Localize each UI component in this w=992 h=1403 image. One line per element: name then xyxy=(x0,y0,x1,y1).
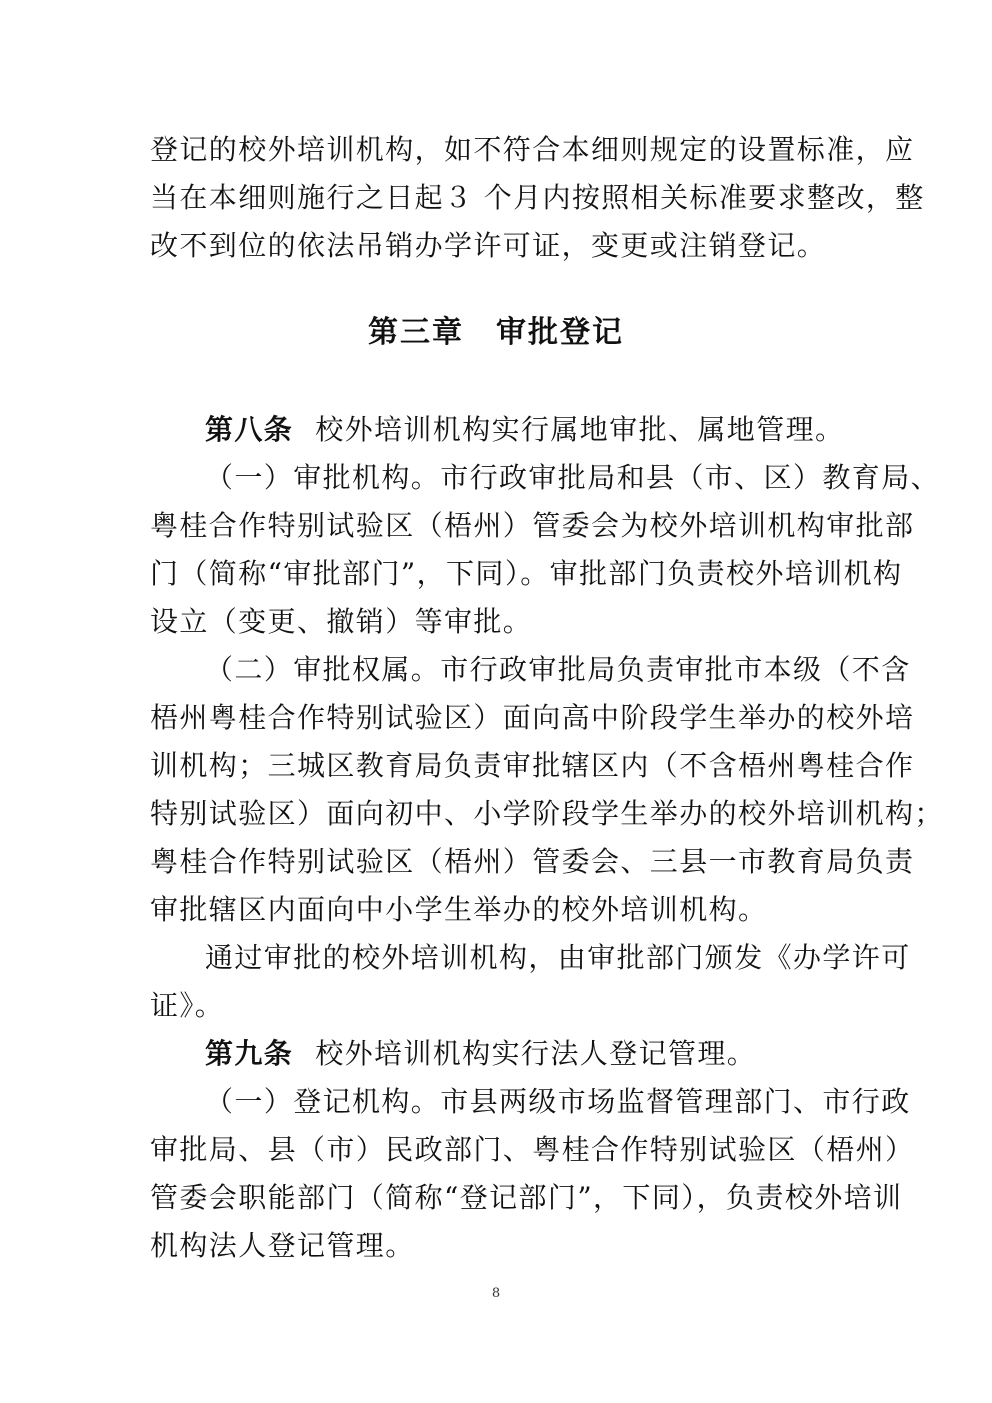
paragraph-line: 审批辖区内面向中小学生举办的校外培训机构。 xyxy=(150,893,768,926)
article-8-item-2-text: 市行政审批局负责审批市本级（不含 xyxy=(440,653,911,686)
article-8-item-2-first-line xyxy=(205,646,911,694)
article-8-heading xyxy=(205,406,850,454)
paragraph-line: 粤桂合作特别试验区（梧州）管委会、三县一市教育局负责 xyxy=(150,845,915,878)
article-9-item-1-first-line xyxy=(205,1078,911,1126)
paragraph-line: 梧州粤桂合作特别试验区）面向高中阶段学生举办的校外培 xyxy=(150,701,915,734)
page-number: 8 xyxy=(491,1286,501,1301)
paragraph-line: 训机构；三城区教育局负责审批辖区内（不含梧州粤桂合作 xyxy=(150,749,915,782)
article-8-item-1-label: （一）审批机构。 xyxy=(205,461,441,494)
article-9-item-1-text: 市县两级市场监督管理部门、市行政 xyxy=(440,1085,911,1118)
paragraph-line: 通过审批的校外培训机构，由审批部门颁发《办学许可 xyxy=(205,941,911,974)
paragraph-line: 证》。 xyxy=(150,989,225,1022)
article-8-item-1-first-line xyxy=(205,454,941,502)
paragraph-line: 管委会职能部门（简称“登记部门”，下同），负责校外培训 xyxy=(150,1181,903,1214)
article-8-item-1-text: 市行政审批局和县（市、区）教育局、 xyxy=(440,461,941,494)
article-9-heading xyxy=(205,1030,850,1078)
paragraph-line: 特别试验区）面向初中、小学阶段学生举办的校外培训机构； xyxy=(150,797,944,830)
article-9-item-1-label: （一）登记机构。 xyxy=(205,1085,441,1118)
article-9-text: 校外培训机构实行法人登记管理。 xyxy=(315,1037,757,1070)
article-9-label: 第九条 xyxy=(205,1037,294,1070)
paragraph-line: 设立（变更、撤销）等审批。 xyxy=(150,605,533,638)
paragraph-line: 机构法人登记管理。 xyxy=(150,1229,415,1262)
paragraph-line: 登记的校外培训机构，如不符合本细则规定的设置标准，应 xyxy=(150,133,915,166)
paragraph-line: 审批局、县（市）民政部门、粤桂合作特别试验区（梧州） xyxy=(150,1133,915,1166)
paragraph-line: 粤桂合作特别试验区（梧州）管委会为校外培训机构审批部 xyxy=(150,509,915,542)
paragraph-line: 门（简称“审批部门”，下同）。审批部门负责校外培训机构 xyxy=(150,557,903,590)
paragraph-line: 当在本细则施行之日起３ 个月内按照相关标准要求整改，整 xyxy=(150,181,925,214)
paragraph-line: 改不到位的依法吊销办学许可证，变更或注销登记。 xyxy=(150,229,827,262)
article-8-label: 第八条 xyxy=(205,413,294,446)
chapter-title: 第三章 审批登记 xyxy=(368,315,624,350)
article-8-item-2-label: （二）审批权属。 xyxy=(205,653,441,686)
article-8-text: 校外培训机构实行属地审批、属地管理。 xyxy=(315,413,845,446)
